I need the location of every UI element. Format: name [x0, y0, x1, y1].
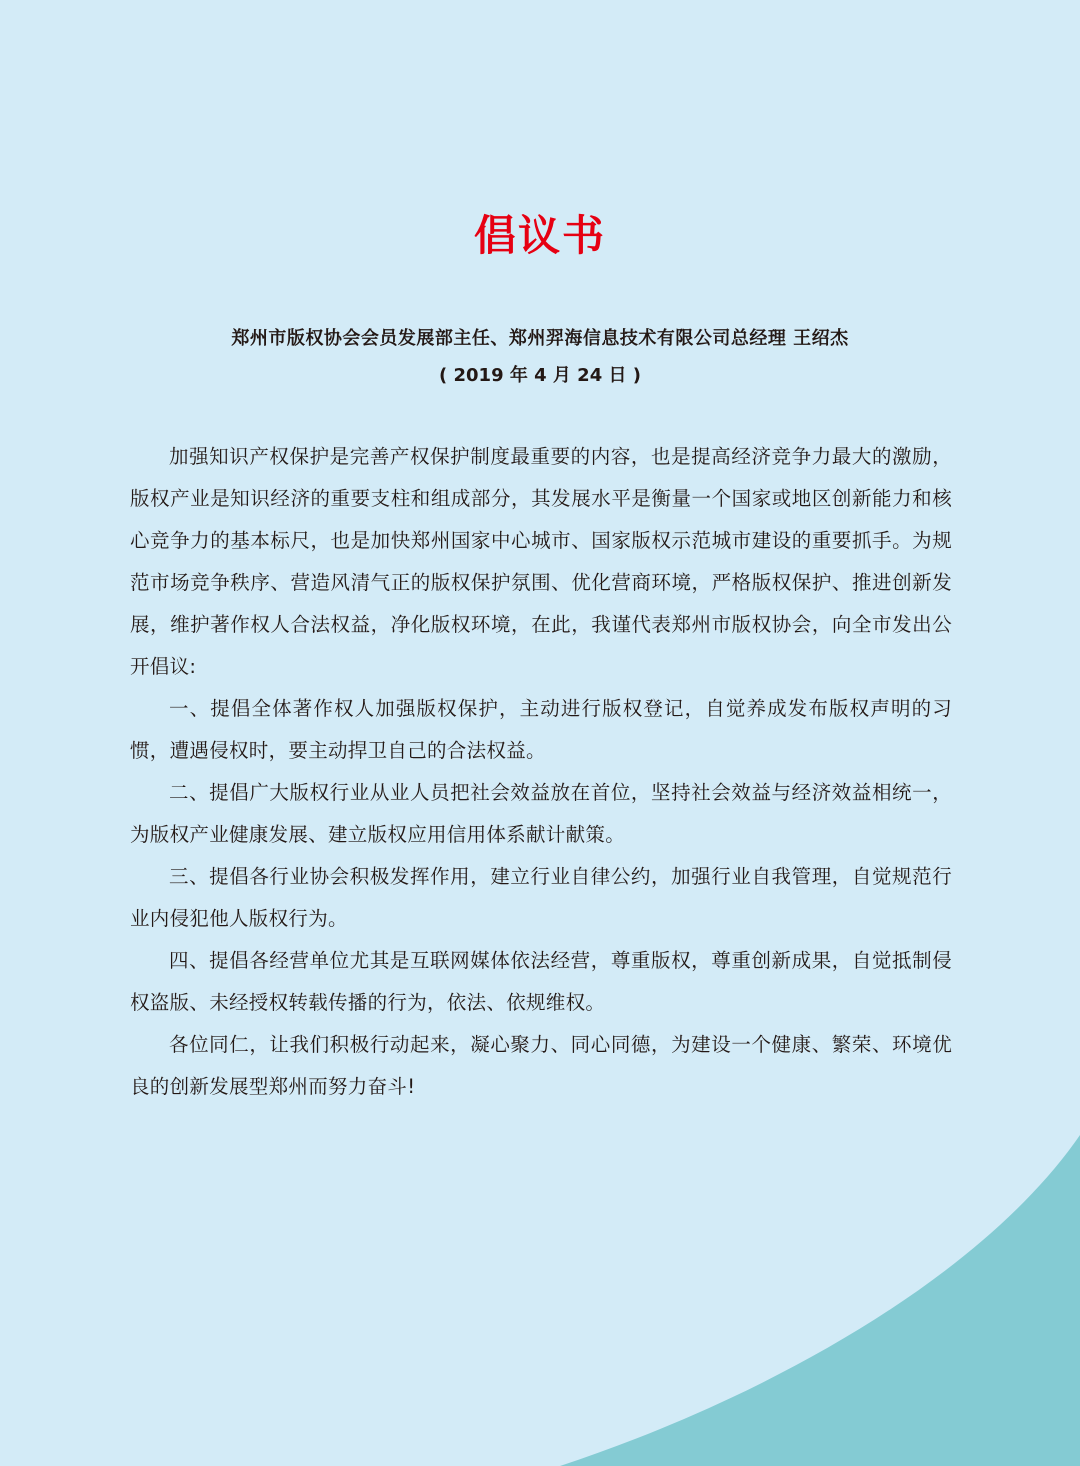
paragraph-proposal-1: 一、提倡全体著作权人加强版权保护，主动进行版权登记，自觉养成发布版权声明的习惯，遭遇侵权时，要主动捍卫自己的合法权益。 — [130, 697, 952, 762]
date-line: ( 2019 年 4 月 24 日 ) — [439, 365, 641, 386]
paragraph-proposal-3: 三、提倡各行业协会积极发挥作用，建立行业自律公约，加强行业自我管理，自觉规范行业内侵犯他人版权行为。 — [130, 865, 952, 930]
paragraph-intro: 加强知识产权保护是完善产权保护制度最重要的内容，也是提高经济竞争力最大的激励，版权产业是知识经济的重要支柱和组成部分，其发展水平是衡量一个国家或地区创新能力和核心竞争力的基本标尺，也是加快郑州国家中心城市、国家版权示范城市建设的重要抓手。为规范市场竞争秩序、营造风清气正的版权保护氛围、优化营商环境，严格版权保护、推进创新发展，维护著作权人合法权益，净化版权环境，在此，我谨代表郑州市版权协会，向全市发出公开倡议: — [130, 445, 952, 678]
document-title: 倡议书 — [473, 211, 606, 260]
paragraph-proposal-4: 四、提倡各经营单位尤其是互联网媒体依法经营，尊重版权，尊重创新成果，自觉抵制侵权盗版、未经授权转载传播的行为，依法、依规维权。 — [130, 949, 952, 1014]
author-line: 郑州市版权协会会员发展部主任、郑州羿海信息技术有限公司总经理 王绍杰 — [231, 328, 849, 349]
paragraph-closing: 各位同仁，让我们积极行动起来，凝心聚力、同心同德，为建设一个健康、繁荣、环境优良的创新发展型郑州而努力奋斗! — [130, 1033, 952, 1098]
document-body — [130, 436, 952, 1108]
paragraph-proposal-2: 二、提倡广大版权行业从业人员把社会效益放在首位，坚持社会效益与经济效益相统一，为版权产业健康发展、建立版权应用信用体系献计献策。 — [130, 781, 952, 846]
